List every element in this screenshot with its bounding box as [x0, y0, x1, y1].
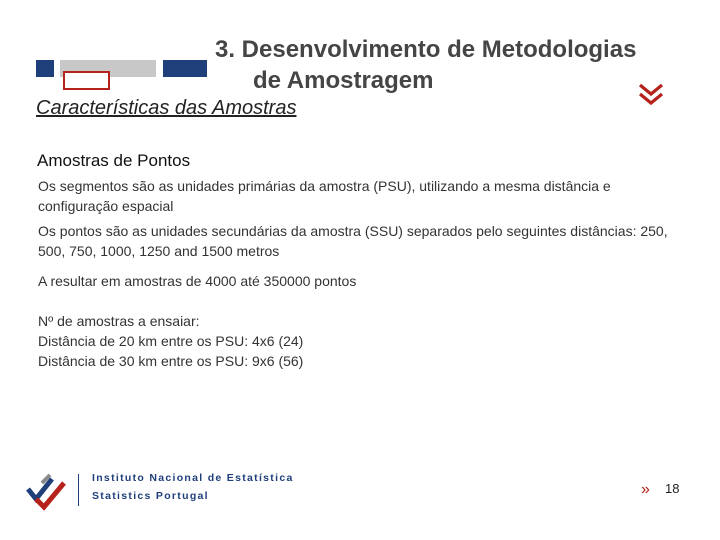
page-number: 18 [665, 481, 680, 496]
list-item: Distância de 20 km entre os PSU: 4x6 (24) [38, 333, 304, 349]
section-heading: Amostras de Pontos [37, 151, 191, 170]
double-chevron-down-icon [636, 80, 666, 110]
double-chevron-right-icon: » [641, 481, 650, 498]
list-item: Nº de amostras a ensaiar: [38, 313, 200, 329]
logo-divider [78, 474, 79, 506]
paragraph-sample-size: A resultar em amostras de 4000 até 350000 pontos [38, 273, 357, 289]
header-bar-blue-left [36, 60, 54, 77]
ine-logo [22, 471, 340, 511]
slide-subtitle: Características das Amostras [36, 97, 297, 119]
logo-text-line-1: Instituto Nacional de Estatística [92, 472, 294, 484]
title-line-1: 3. Desenvolvimento de Metodologias [215, 36, 637, 63]
header-red-outline-box [63, 71, 110, 90]
paragraph-ssu: Os pontos são as unidades secundárias da amostra (SSU) separados pelo seguintes distâncias: 250, 500, 750, 1000, 1250 and 1500 metros [38, 223, 668, 259]
title-line-2: de Amostragem [253, 67, 434, 94]
sample-list [38, 311, 678, 371]
logo-text-line-2: Statistics Portugal [92, 490, 209, 502]
paragraph-psu: Os segmentos são as unidades primárias da amostra (PSU), utilizando a mesma distância e configuração espacial [38, 178, 611, 214]
list-item: Distância de 30 km entre os PSU: 9x6 (56) [38, 353, 304, 369]
ine-logo-icon [22, 471, 72, 511]
header-bar-blue-right [163, 60, 207, 77]
